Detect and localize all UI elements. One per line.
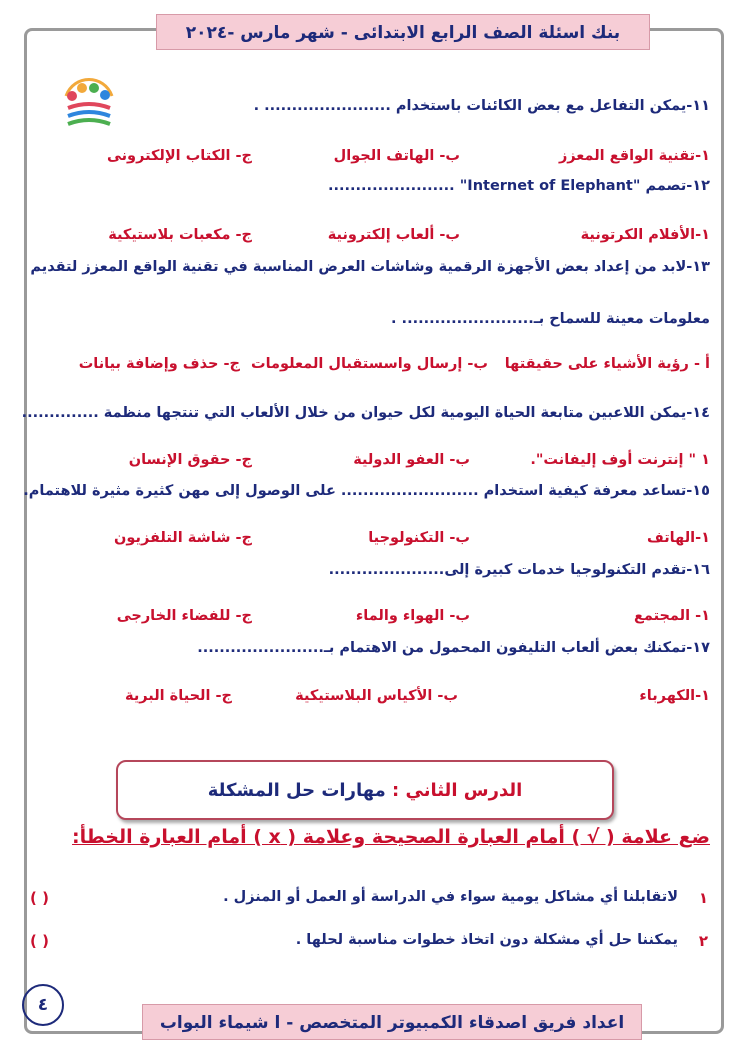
q13-option-b: ب- إرسال واسستقبال المعلومات bbox=[251, 356, 488, 372]
question-12: ١٢-تصمم "Internet of Elephant" ....................... bbox=[328, 178, 710, 194]
footer-credit: اعداد فريق اصدقاء الكمبيوتر المتخصص - ا شيماء البواب bbox=[142, 1004, 642, 1040]
q12-option-c: ج- مكعبات بلاستيكية bbox=[108, 227, 252, 243]
q13-option-a: أ - رؤية الأشياء على حقيقتها bbox=[504, 356, 710, 372]
q17-option-a: ١-الكهرباء bbox=[639, 688, 710, 704]
q12-option-b: ب- ألعاب إلكترونية bbox=[327, 227, 460, 243]
lesson-label: الدرس الثاني : bbox=[392, 780, 523, 801]
q15-option-a: ١-الهاتف bbox=[646, 530, 710, 546]
q14-option-a: ١ " إنترنت أوف إليفانت". bbox=[530, 452, 710, 468]
q13-option-c: ج- حذف وإضافة بيانات bbox=[78, 356, 240, 372]
q17-option-b: ب- الأكياس البلاستيكية bbox=[295, 688, 458, 704]
q15-option-c: ج- شاشة التلفزيون bbox=[114, 530, 252, 546]
page-number: ٤ bbox=[22, 984, 64, 1026]
question-11: ١١-يمكن التفاعل مع بعض الكائنات باستخدام ....................... . bbox=[253, 98, 710, 114]
q11-option-a: ١-تقنية الواقع المعزز bbox=[558, 148, 710, 164]
question-13-continued: معلومات معينة للسماح بـ........................ . bbox=[391, 311, 710, 327]
lesson-title-box bbox=[116, 760, 614, 820]
q12-option-a: ١-الأفلام الكرتونية bbox=[580, 227, 710, 243]
lesson-title: مهارات حل المشكلة bbox=[207, 780, 386, 801]
q16-option-c: ج- للفضاء الخارجى bbox=[116, 608, 252, 624]
tf-item-number: ١ bbox=[698, 889, 708, 907]
q16-option-b: ب- الهواء والماء bbox=[355, 608, 470, 624]
tf-answer-blank: ( ) bbox=[30, 932, 49, 950]
q11-option-b: ب- الهاتف الجوال bbox=[333, 148, 460, 164]
question-13: ١٣-لابد من إعداد بعض الأجهزة الرقمية وشاشات العرض المناسبة في تقنية الواقع المعزز لتقديم bbox=[30, 259, 710, 275]
question-16: ١٦-تقدم التكنولوجيا خدمات كبيرة إلى..................... bbox=[328, 562, 710, 578]
question-17: ١٧-تمكنك بعض ألعاب التليفون المحمول من الاهتمام بـ....................... bbox=[197, 640, 710, 656]
q14-option-b: ب- العفو الدولية bbox=[353, 452, 470, 468]
question-15: ١٥-تساعد معرفة كيفية استخدام ......................... على الوصول إلى مهن كثيرة مثيرة للاهتمام. bbox=[23, 483, 710, 499]
q15-option-b: ب- التكنولوجيا bbox=[368, 530, 470, 546]
true-false-instruction: ضع علامة ( √ ) أمام العبارة الصحيحة وعلامة ( x ) أمام العبارة الخطأ: bbox=[72, 826, 710, 848]
header-title: بنك اسئلة الصف الرابع الابتدائى - شهر مارس -٢٠٢٤ bbox=[156, 14, 650, 50]
tf-item-text: يمكننا حل أي مشكلة دون اتخاذ خطوات مناسبة لحلها . bbox=[295, 932, 678, 948]
tf-answer-blank: ( ) bbox=[30, 889, 49, 907]
tf-item-number: ٢ bbox=[698, 932, 708, 950]
q17-option-c: ج- الحياة البرية bbox=[125, 688, 232, 704]
logo-icon bbox=[60, 66, 118, 138]
q11-option-c: ج- الكتاب الإلكترونى bbox=[106, 148, 252, 164]
q14-option-c: ج- حقوق الإنسان bbox=[128, 452, 252, 468]
question-14: ١٤-يمكن اللاعبين متابعة الحياة اليومية لكل حيوان من خلال الألعاب التي تنتجها منظمة .............. bbox=[21, 405, 710, 421]
q16-option-a: ١- المجتمع bbox=[633, 608, 710, 624]
tf-item-text: لاتقابلنا أي مشاكل يومية سواء في الدراسة أو العمل أو المنزل . bbox=[223, 889, 678, 905]
